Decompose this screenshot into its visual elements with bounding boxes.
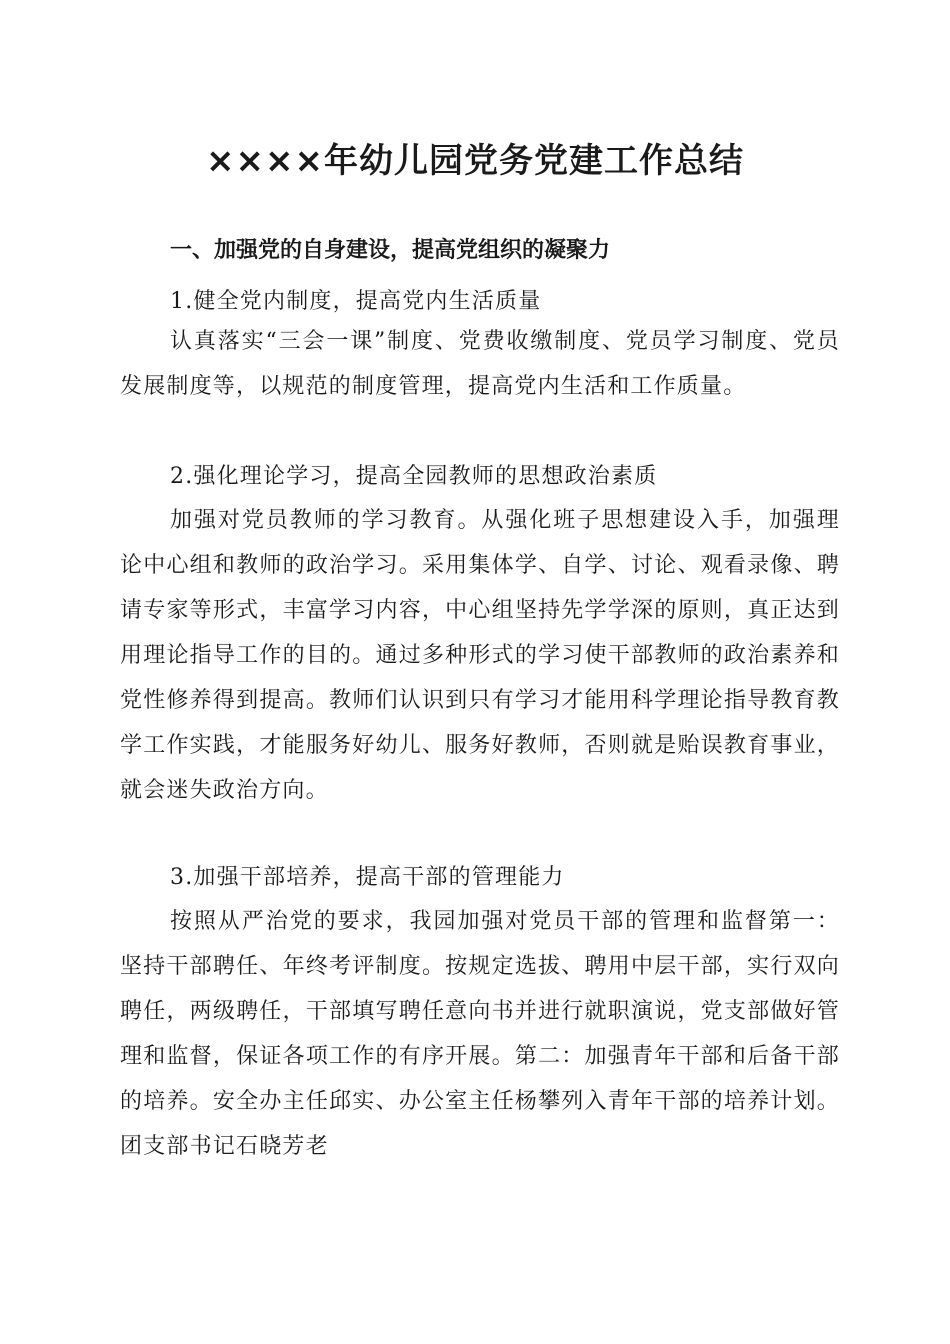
subsection-heading-3: 3.加强干部培养，提高干部的管理能力 — [170, 865, 565, 890]
subsection-heading-1: 1.健全党内制度，提高党内生活质量 — [170, 289, 542, 314]
document-title: ××××年幼儿园党务党建工作总结 — [206, 141, 744, 181]
section-heading: 一、加强党的自身建设，提高党组织的凝聚力 — [170, 238, 611, 263]
paragraph-1: 认真落实“三会一课”制度、党费收缴制度、党员学习制度、党员发展制度等，以规范的制度管理，提高党内生活和工作质量。 — [120, 329, 840, 399]
subsection-heading-2: 2.强化理论学习，提高全园教师的思想政治素质 — [170, 464, 658, 489]
paragraph-2: 加强对党员教师的学习教育。从强化班子思想建设入手，加强理论中心组和教师的政治学习。采用集体学、自学、讨论、观看录像、聘请专家等形式，丰富学习内容，中心组坚持先学学深的原则，真正达到用理论指导工作的目的。通过多种形式的学习使干部教师的政治素养和党性修养得到提高。教师们认识到只有学习才能用科学理论指导教育教学工作实践，才能服务好幼儿、服务好教师，否则就是贻误教育事业，就会迷失政治方向。 — [120, 508, 840, 803]
paragraph-3: 按照从严治党的要求，我园加强对党员干部的管理和监督第一：坚持干部聘任、年终考评制度。按规定选拔、聘用中层干部，实行双向聘任，两级聘任，干部填写聘任意向书并进行就职演说，党支部做好管理和监督，保证各项工作的有序开展。第二：加强青年干部和后备干部的培养。安全办主任邱实、办公室主任杨攀列入青年干部的培养计划。团支部书记石晓芳老 — [120, 909, 840, 1159]
